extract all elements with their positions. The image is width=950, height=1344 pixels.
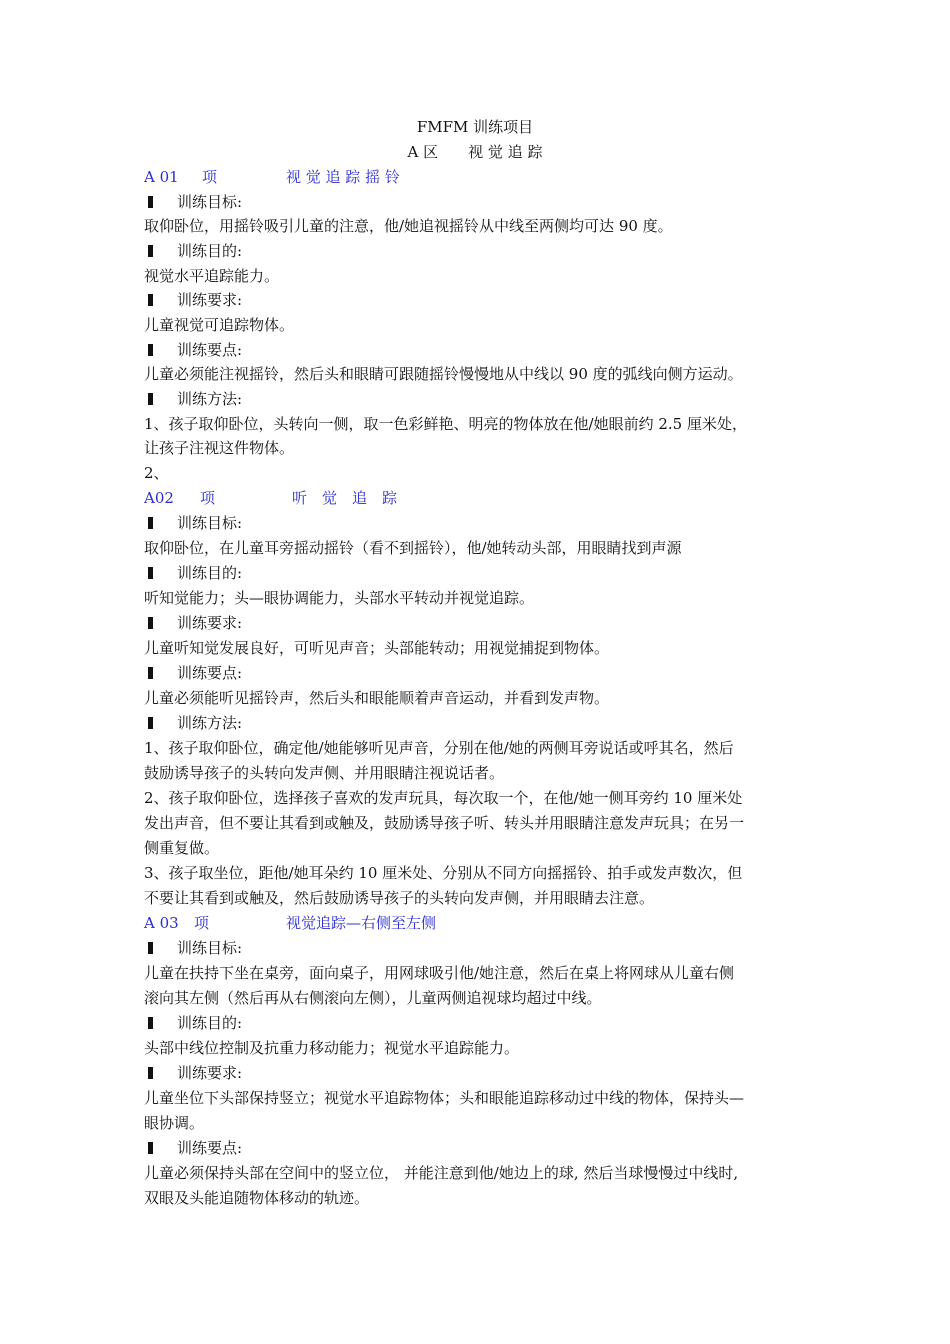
text-method-2: 2、孩子取仰卧位，选择孩子喜欢的发声玩具，每次取一个，在他/她一侧耳旁约 10 厘米处 (144, 789, 743, 807)
item-name: 视觉追踪—右侧至左侧 (286, 914, 437, 932)
text-requirement-cont: 眼协调。 (144, 1114, 205, 1132)
text-method-1-cont: 鼓励诱导孩子的头转向发声侧、并用眼睛注视说话者。 (144, 764, 505, 782)
item-heading-a02 (144, 486, 814, 511)
text-requirement: 儿童坐位下头部保持竖立；视觉水平追踪物体；头和眼能追踪移动过中线的物体，保持头— (144, 1089, 745, 1107)
text-method-1: 1、孩子取仰卧位，头转向一侧，取一色彩鲜艳、明亮的物体放在他/她眼前约 2.5 厘米处， (144, 415, 747, 433)
text-method-2-cont: 发出声音，但不要让其看到或触及，鼓励诱导孩子听、转头并用眼睛注意发声玩具；在另一 (144, 814, 745, 832)
bullet-square-icon (148, 196, 153, 208)
bullet-square-icon (148, 717, 153, 729)
text-goal-cont: 滚向其左侧（然后再从右侧滚向左侧），儿童两侧追视球均超过中线。 (144, 989, 602, 1007)
label-key-points: 训练要点: (144, 1136, 814, 1161)
label-requirement: 训练要求: (144, 288, 814, 313)
item-heading-a03 (144, 911, 814, 936)
label-method: 训练方法: (144, 387, 814, 412)
item-xiang: 项 (194, 914, 210, 932)
label-requirement: 训练要求: (144, 1061, 814, 1086)
text-method-2: 2、 (144, 464, 169, 482)
text-purpose: 听知觉能力；头—眼协调能力，头部水平转动并视觉追踪。 (144, 589, 535, 607)
text-key-points-cont: 双眼及头能追随物体移动的轨迹。 (144, 1189, 370, 1207)
text-method-2-end: 侧重复做。 (144, 839, 220, 857)
section-heading: A 区 视 觉 追 踪 (407, 143, 543, 161)
text-requirement: 儿童听知觉发展良好，可听见声音；头部能转动；用视觉捕捉到物体。 (144, 639, 610, 657)
item-xiang: 项 (200, 489, 216, 507)
text-purpose: 头部中线位控制及抗重力移动能力；视觉水平追踪能力。 (144, 1039, 520, 1057)
text-goal: 儿童在扶持下坐在桌旁，面向桌子，用网球吸引他/她注意，然后在桌上将网球从儿童右侧 (144, 964, 735, 982)
text-key-points: 儿童必须能注视摇铃，然后头和眼睛可跟随摇铃慢慢地从中线以 90 度的弧线向侧方运动。 (144, 365, 743, 383)
text-purpose: 视觉水平追踪能力。 (144, 267, 280, 285)
label-key-points: 训练要点: (144, 661, 814, 686)
bullet-square-icon (148, 294, 153, 306)
item-xiang: 项 (202, 168, 218, 186)
bullet-square-icon (148, 1067, 153, 1079)
item-id: A02 (144, 489, 174, 507)
label-purpose: 训练目的: (144, 561, 814, 586)
label-goal: 训练目标: (144, 936, 814, 961)
label-requirement: 训练要求: (144, 611, 814, 636)
item-name: 听 觉 追 踪 (292, 489, 398, 507)
text-method-3-cont: 不要让其看到或触及，然后鼓励诱导孩子的头转向发声侧，并用眼睛去注意。 (144, 889, 655, 907)
bullet-square-icon (148, 617, 153, 629)
item-id: A 01 (144, 168, 179, 186)
label-method: 训练方法: (144, 711, 814, 736)
text-method-1-cont: 让孩子注视这件物体。 (144, 439, 295, 457)
label-purpose: 训练目的: (144, 239, 814, 264)
item-name: 视 觉 追 踪 摇 铃 (286, 168, 400, 186)
text-goal: 取仰卧位，在儿童耳旁摇动摇铃（看不到摇铃），他/她转动头部，用眼睛找到声源 (144, 539, 682, 557)
text-method-3: 3、孩子取坐位，距他/她耳朵约 10 厘米处、分别从不同方向摇摇铃、拍手或发声数次，但 (144, 864, 743, 882)
item-id: A 03 (144, 914, 179, 932)
bullet-square-icon (148, 517, 153, 529)
bullet-square-icon (148, 567, 153, 579)
text-requirement: 儿童视觉可追踪物体。 (144, 316, 295, 334)
text-key-points: 儿童必须保持头部在空间中的竖立位， 并能注意到他/她边上的球, 然后当球慢慢过中线时, (144, 1164, 739, 1182)
bullet-square-icon (148, 1017, 153, 1029)
label-purpose: 训练目的: (144, 1011, 814, 1036)
bullet-square-icon (148, 667, 153, 679)
label-goal: 训练目标: (144, 511, 814, 536)
bullet-square-icon (148, 1142, 153, 1154)
label-key-points: 训练要点: (144, 338, 814, 363)
bullet-square-icon (148, 245, 153, 257)
doc-title: FMFM 训练项目 (416, 118, 534, 136)
text-method-1: 1、孩子取仰卧位，确定他/她能够听见声音，分别在他/她的两侧耳旁说话或呼其名，然后 (144, 739, 734, 757)
bullet-square-icon (148, 393, 153, 405)
text-key-points: 儿童必须能听见摇铃声，然后头和眼能顺着声音运动，并看到发声物。 (144, 689, 610, 707)
item-heading-a01 (144, 165, 814, 190)
bullet-square-icon (148, 344, 153, 356)
label-goal: 训练目标: (144, 190, 814, 215)
text-goal: 取仰卧位，用摇铃吸引儿童的注意，他/她追视摇铃从中线至两侧均可达 90 度。 (144, 217, 673, 235)
bullet-square-icon (148, 942, 153, 954)
